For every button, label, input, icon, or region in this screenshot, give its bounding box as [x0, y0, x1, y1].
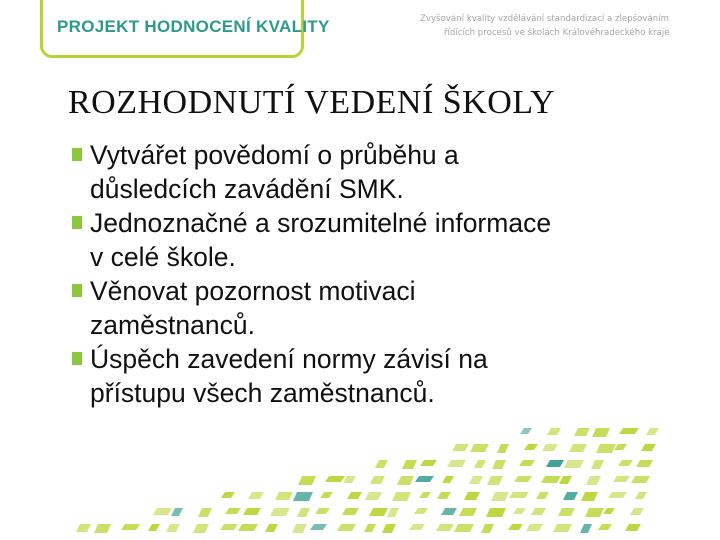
decorative-tile [459, 508, 477, 516]
bullet-item [72, 342, 692, 410]
decorative-tile [474, 460, 486, 468]
decorative-tile [441, 508, 457, 515]
decorative-tile [613, 476, 630, 482]
decorative-tile [447, 460, 466, 467]
bullet-text-line: přístupu všech zaměstnanců. [90, 378, 435, 408]
bullet-text-line: v celé škole. [90, 242, 236, 272]
decorative-tile [514, 476, 532, 482]
decorative-tile [608, 492, 627, 498]
decorative-tile [238, 524, 258, 531]
decorative-tile [564, 460, 584, 468]
decorative-tile [553, 524, 572, 532]
decorative-tile [275, 492, 293, 500]
decorative-tile [265, 524, 278, 532]
decorative-tile [526, 524, 543, 531]
decorative-tile [454, 524, 474, 532]
bullet-square-icon [72, 216, 82, 229]
project-logo-text: PROJEKT HODNOCENÍ KVALITY [57, 17, 330, 36]
decorative-tile [402, 460, 417, 469]
decorative-tile [541, 476, 561, 483]
bullet-text-line: Vytvářet povědomí o průběhu a [90, 140, 459, 170]
decorative-tile [365, 492, 382, 500]
decorative-tile [397, 476, 414, 485]
tagline-line-1: Zvyšování kvality vzdělávání standardizací a zlepšováním [420, 14, 669, 24]
decorative-tile [243, 508, 261, 515]
decorative-tile [580, 524, 592, 533]
decorative-tile [220, 524, 238, 530]
decorative-tile [524, 444, 538, 450]
decorative-tile [415, 476, 434, 482]
tagline-line-2: řídících procesů ve školách Královéhradeckého kraje [444, 27, 670, 38]
decorative-tile [569, 444, 587, 452]
bullet-square-icon [72, 352, 82, 365]
decorative-tile [153, 508, 172, 515]
decorative-tile [596, 444, 616, 453]
decorative-tile [558, 508, 575, 516]
bullet-text-line: Věnovat pozornost motivaci [90, 276, 416, 306]
decorative-tile [310, 524, 327, 530]
bullet-item [72, 206, 692, 274]
decorative-tile [342, 508, 359, 515]
decorative-tile [470, 444, 489, 452]
decorative-tile [409, 524, 425, 530]
decorative-tile [469, 476, 483, 484]
decorative-tile [225, 508, 241, 514]
decorative-tile [547, 428, 561, 435]
decorative-tile [631, 476, 650, 483]
decorative-tile [619, 428, 639, 434]
decorative-tile [198, 508, 212, 517]
decorative-tile [193, 524, 209, 533]
decorative-tile [315, 508, 330, 514]
decorative-tile [546, 460, 564, 467]
decorative-tile [618, 460, 633, 466]
decorative-tile [364, 524, 376, 532]
decorative-tile [536, 492, 549, 499]
decorative-tile [625, 524, 641, 531]
decorative-tile [221, 492, 235, 498]
decorative-tile [520, 428, 532, 434]
decorative-tile [375, 460, 388, 468]
decorative-tile [519, 460, 535, 466]
decorative-tile [614, 444, 627, 450]
decorative-tile [347, 492, 362, 499]
bullet-text-line: Úspěch zavedení normy závisí na [90, 344, 488, 374]
decorative-tile [486, 508, 506, 517]
decorative-tile [492, 460, 506, 469]
bullet-square-icon [72, 284, 82, 297]
decorative-tile [513, 508, 526, 514]
decorative-tile [298, 476, 316, 485]
decorative-tile [436, 524, 454, 531]
decorative-tile [574, 428, 590, 436]
decorative-tile [509, 492, 529, 498]
decorative-tile [370, 476, 385, 484]
decorative-tile [586, 476, 601, 485]
decorative-tile [635, 492, 647, 499]
decorative-tile [369, 508, 388, 516]
decorative-tile [387, 508, 399, 517]
bullet-item [72, 138, 692, 206]
decorative-tile [531, 508, 546, 515]
decorative-tile [630, 508, 644, 515]
decorative-tile [420, 460, 437, 466]
decorative-tile [563, 492, 578, 500]
decorative-pattern [0, 420, 720, 540]
slide-title: ROZHODNUTÍ VEDENÍ ŠKOLY [68, 84, 556, 121]
decorative-tile [487, 476, 503, 485]
decorative-tile [437, 492, 451, 499]
decorative-tile [94, 524, 111, 533]
decorative-tile [497, 444, 509, 453]
decorative-tile [591, 460, 604, 469]
project-tagline [420, 13, 710, 40]
decorative-tile [592, 428, 610, 437]
decorative-tile [343, 476, 356, 483]
decorative-tile [636, 460, 653, 467]
decorative-tile [646, 428, 659, 435]
decorative-tile [121, 524, 140, 530]
decorative-tile [559, 476, 572, 484]
decorative-tile [542, 444, 558, 451]
decorative-tile [598, 524, 612, 530]
decorative-tile [76, 524, 91, 532]
decorative-tile [452, 444, 469, 451]
bullet-text-line: Jednoznačné a srozumitelné informace [90, 208, 552, 238]
decorative-tile [585, 508, 604, 517]
decorative-tile [392, 492, 411, 501]
bullet-list [72, 138, 692, 410]
bullet-text-line: důsledcích zavádění SMK. [90, 174, 404, 204]
bullet-square-icon [72, 148, 82, 161]
decorative-tile [464, 492, 480, 500]
bullet-text-line: zaměstnanců. [90, 310, 255, 340]
decorative-tile [337, 524, 356, 531]
decorative-tile [293, 492, 313, 501]
decorative-tile [166, 524, 180, 532]
decorative-tile [320, 492, 333, 498]
decorative-tile [297, 508, 310, 517]
bullet-item [72, 274, 692, 342]
decorative-tile [292, 524, 307, 533]
decorative-tile [419, 492, 431, 498]
decorative-tile [641, 444, 656, 451]
decorative-tile [491, 492, 509, 501]
decorative-tile [603, 508, 615, 514]
project-logo-box [40, 0, 330, 58]
decorative-tile [442, 476, 454, 483]
decorative-tile [581, 492, 598, 501]
decorative-tile [382, 524, 396, 533]
decorative-tile [414, 508, 428, 514]
decorative-tile [325, 476, 345, 482]
decorative-tile [248, 492, 264, 499]
decorative-tile [148, 524, 160, 531]
decorative-tile [171, 508, 183, 516]
decorative-tile [508, 524, 523, 530]
decorative-tile [481, 524, 494, 533]
decorative-tile [270, 508, 290, 516]
